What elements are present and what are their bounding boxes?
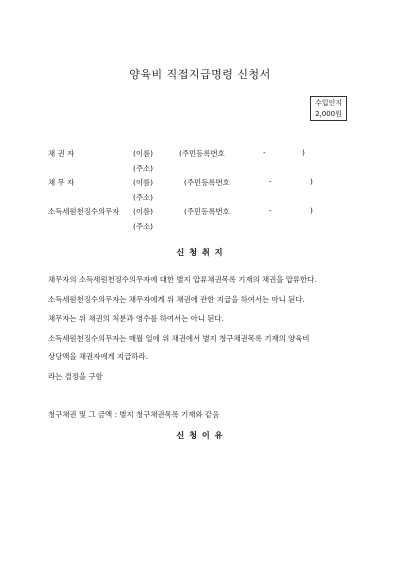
claim-amount-line: 청구채권 및 그 금액 : 별지 청구채권목록 기재와 같음: [48, 410, 220, 419]
reason-heading: 신 청 이 유: [176, 430, 224, 440]
creditor-id-close: ): [302, 148, 305, 157]
creditor-address-field: (주소): [133, 164, 154, 173]
withholding-agent-id-field: (주민등록번호: [184, 207, 230, 216]
purpose-line-6: 라는 결정을 구함: [48, 372, 103, 381]
creditor-id-field: (주민등록번호: [179, 149, 225, 158]
creditor-id-dash: -: [263, 148, 266, 157]
withholding-agent-id-dash: -: [269, 206, 272, 215]
withholding-agent-label: 소득세원천징수의무자: [48, 207, 120, 216]
purpose-line-2: 소득세원천징수의무자는 채무자에게 위 채권에 관한 지급을 하여서는 아니 된다.: [48, 295, 305, 304]
creditor-label: 채 권 자: [48, 149, 75, 158]
debtor-address-field: (주소): [133, 193, 154, 202]
withholding-agent-name-field: (이름): [133, 207, 154, 216]
purpose-heading: 신 청 취 지: [176, 247, 224, 257]
revenue-stamp-box: [310, 96, 347, 121]
purpose-line-3: 채무자는 위 채권의 처분과 영수를 하여서는 아니 된다.: [48, 314, 224, 323]
purpose-line-4: 소득세원천징수의무자는 매월 일에 위 채권에서 별지 청구채권목록 기재의 양육비: [48, 334, 310, 343]
stamp-label: 수입인지: [314, 99, 343, 107]
creditor-name-field: (이름): [133, 149, 154, 158]
purpose-line-1: 채무자의 소득세원천징수의무자에 대한 별지 압류채권목록 기재의 채권을 압류한다.: [48, 275, 317, 284]
withholding-agent-address-field: (주소): [133, 222, 154, 231]
stamp-amount: 2,000원: [315, 110, 342, 118]
purpose-line-5: 상당액을 채권자에게 지급하라.: [48, 352, 148, 361]
withholding-agent-id-close: ): [310, 206, 313, 215]
document-title: 양육비 직접지급명령 신청서: [129, 68, 271, 81]
debtor-id-dash: -: [269, 177, 272, 186]
debtor-id-close: ): [310, 177, 313, 186]
debtor-name-field: (이름): [133, 178, 154, 187]
debtor-id-field: (주민등록번호: [184, 178, 230, 187]
debtor-label: 채 무 자: [48, 178, 75, 187]
